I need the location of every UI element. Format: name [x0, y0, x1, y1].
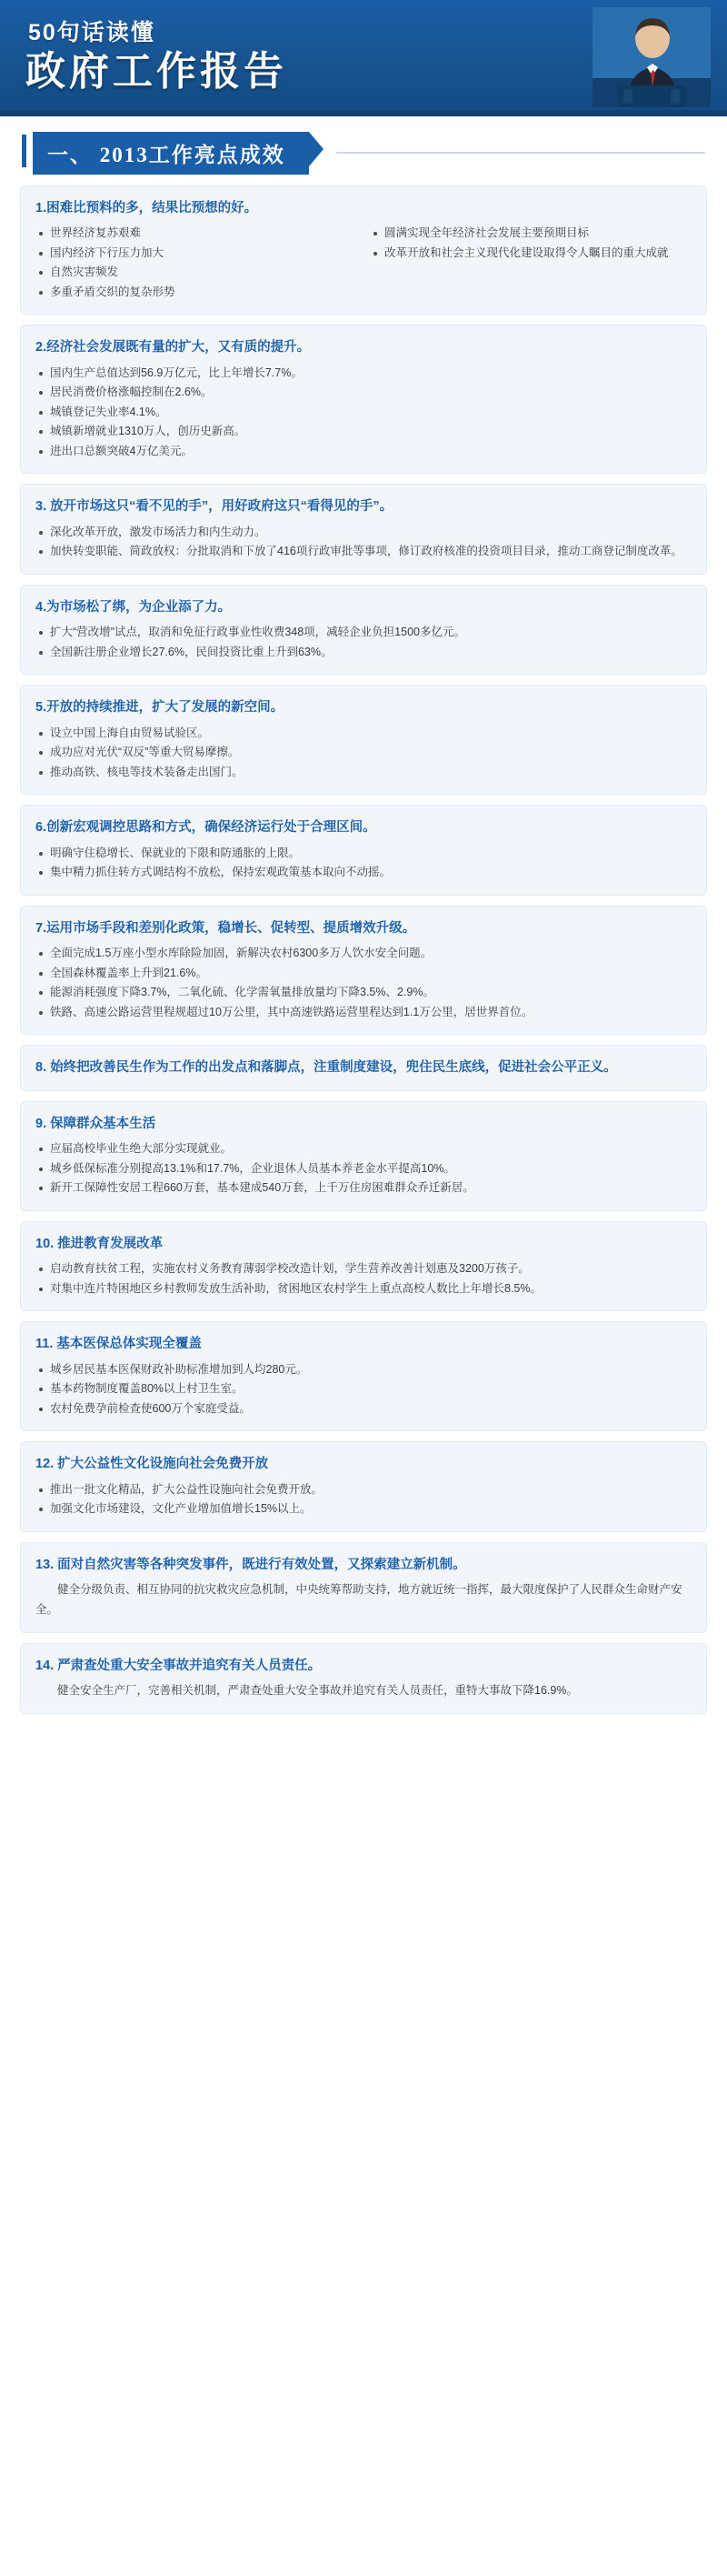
content-card [20, 1441, 707, 1531]
list-item: 世界经济复苏艰难 [35, 224, 357, 244]
content-card [20, 585, 707, 675]
section-title-bar [0, 129, 727, 176]
card-bullet-list [35, 1480, 692, 1519]
card-title: 3. 放开市场这只“看不见的手”，用好政府这只“看得见的手”。 [35, 499, 393, 515]
list-item: 新开工保障性安居工程660万套，基本建成540万套，上千万住房困难群众乔迁新居。 [35, 1178, 692, 1198]
list-item: 农村免费孕前检查使600万个家庭受益。 [35, 1399, 692, 1419]
card-title: 8. 始终把改善民生作为工作的出发点和落脚点，注重制度建设，兜住民生底线，促进社会公平正义。 [35, 1060, 617, 1076]
list-item: 圆满实现全年经济社会发展主要预期目标 [370, 224, 692, 244]
list-item: 启动教育扶贫工程，实施农村义务教育薄弱学校改造计划，学生营养改善计划惠及3200万孩子。 [35, 1259, 692, 1279]
list-item: 集中精力抓住转方式调结构不放松，保持宏观政策基本取向不动摇。 [35, 863, 692, 883]
list-item: 自然灾害频发 [35, 263, 357, 283]
content-card [20, 1221, 707, 1311]
content-card [20, 325, 707, 474]
list-item: 设立中国上海自由贸易试验区。 [35, 724, 692, 744]
list-item: 居民消费价格涨幅控制在2.6%。 [35, 383, 692, 403]
section-accent-bar [22, 135, 26, 167]
content-card [20, 1321, 707, 1431]
list-item: 国内经济下行压力加大 [35, 244, 357, 264]
card-column-left [35, 224, 357, 302]
card-title: 14. 严肃查处重大安全事故并追究有关人员责任。 [35, 1658, 322, 1673]
content-card [20, 1045, 707, 1090]
list-item: 城乡居民基本医保财政补助标准增加到人均280元。 [35, 1360, 692, 1380]
list-item: 全国森林覆盖率上升到21.6%。 [35, 964, 692, 984]
card-title: 1.困难比预料的多，结果比预想的好。 [35, 201, 258, 216]
list-item: 深化改革开放，激发市场活力和内生动力。 [35, 523, 692, 543]
portrait-illustration [593, 7, 711, 107]
list-item: 全面完成1.5万座小型水库除险加固，新解决农村6300多万人饮水安全问题。 [35, 944, 692, 964]
card-title: 9. 保障群众基本生活 [35, 1116, 156, 1131]
card-paragraph: 健全分级负责、相互协同的抗灾救灾应急机制，中央统筹帮助支持，地方就近统一指挥，最大限度保护了人民群众生命财产安全。 [35, 1583, 682, 1616]
list-item: 加快转变职能、简政放权：分批取消和下放了416项行政审批等事项，修订政府核准的投资项目目录，推动工商登记制度改革。 [35, 542, 692, 562]
card-bullet-list-left [35, 224, 357, 302]
card-title: 11. 基本医保总体实现全覆盖 [35, 1337, 202, 1352]
page-title: 政府工作报告 [25, 49, 287, 94]
content-card [20, 1643, 707, 1714]
premier-photo [593, 7, 711, 107]
card-bullet-list [35, 844, 692, 883]
content-card [20, 685, 707, 795]
page-header [0, 0, 727, 116]
card-bullet-list [35, 1259, 692, 1298]
card-title: 7.运用市场手段和差别化政策，稳增长、促转型、提质增效升级。 [35, 920, 416, 936]
list-item: 推出一批文化精品，扩大公益性设施向社会免费开放。 [35, 1480, 692, 1500]
header-title-group [25, 15, 287, 93]
section-title: 一、 2013工作亮点成效 [33, 132, 309, 175]
card-bullet-list [35, 623, 692, 662]
card-title: 12. 扩大公益性文化设施向社会免费开放 [35, 1457, 269, 1472]
list-item: 成功应对光伏“双反”等重大贸易摩擦。 [35, 743, 692, 763]
card-bullet-list [35, 724, 692, 783]
list-item: 全国新注册企业增长27.6%，民间投资比重上升到63%。 [35, 643, 692, 663]
list-item: 改革开放和社会主义现代化建设取得令人瞩目的重大成就 [370, 244, 692, 264]
list-item: 城乡低保标准分别提高13.1%和17.7%，企业退休人员基本养老金水平提高10%。 [35, 1159, 692, 1179]
card-title: 10. 推进教育发展改革 [35, 1236, 164, 1251]
content-card [20, 1101, 707, 1211]
list-item: 基本药物制度覆盖80%以上村卫生室。 [35, 1379, 692, 1399]
content-card [20, 185, 707, 315]
card-two-column-body [35, 224, 692, 302]
card-title: 4.为市场松了绑，为企业添了力。 [35, 599, 232, 615]
content-card-list [0, 185, 727, 1748]
header-subtitle: 50句话读懂 [28, 20, 155, 45]
card-title: 2.经济社会发展既有量的扩大，又有质的提升。 [35, 340, 311, 356]
list-item: 扩大“营改增”试点，取消和免征行政事业性收费348项，减轻企业负担1500多亿元。 [35, 623, 692, 643]
list-item: 加强文化市场建设，文化产业增加值增长15%以上。 [35, 1499, 692, 1519]
section-divider-line [336, 152, 705, 154]
card-column-right [370, 224, 692, 302]
list-item: 应届高校毕业生绝大部分实现就业。 [35, 1139, 692, 1159]
card-title: 5.开放的持续推进，扩大了发展的新空间。 [35, 700, 284, 716]
content-card [20, 906, 707, 1035]
card-bullet-list [35, 1139, 692, 1198]
list-item: 城镇新增就业1310万人，创历史新高。 [35, 422, 692, 442]
content-card [20, 805, 707, 895]
list-item: 进出口总额突破4万亿美元。 [35, 442, 692, 462]
card-title: 6.创新宏观调控思路和方式，确保经济运行处于合理区间。 [35, 820, 376, 836]
card-bullet-list-right [370, 224, 692, 263]
card-bullet-list [35, 944, 692, 1022]
card-bullet-list [35, 1360, 692, 1419]
list-item: 对集中连片特困地区乡村教师发放生活补助，贫困地区农村学生上重点高校人数比上年增长8.5%。 [35, 1279, 692, 1299]
list-item: 城镇登记失业率4.1%。 [35, 403, 692, 423]
list-item: 多重矛盾交织的复杂形势 [35, 283, 357, 303]
card-bullet-list [35, 364, 692, 462]
content-card [20, 484, 707, 574]
card-paragraph: 健全安全生产厂，完善相关机制，严肃查处重大安全事故并追究有关人员责任，重特大事故下降16.9%。 [57, 1684, 578, 1698]
list-item: 国内生产总值达到56.9万亿元，比上年增长7.7%。 [35, 364, 692, 384]
card-bullet-list [35, 523, 692, 562]
list-item: 铁路、高速公路运营里程规超过10万公里，其中高速铁路运营里程达到1.1万公里，居世界首位。 [35, 1003, 692, 1023]
list-item: 能源消耗强度下降3.7%，二氧化硫、化学需氧量排放量均下降3.5%、2.9%。 [35, 983, 692, 1003]
list-item: 明确守住稳增长、保就业的下限和防通胀的上限。 [35, 844, 692, 864]
content-card [20, 1542, 707, 1633]
list-item: 推动高铁、核电等技术装备走出国门。 [35, 763, 692, 783]
card-title: 13. 面对自然灾害等各种突发事件，既进行有效处置，又探索建立新机制。 [35, 1557, 466, 1572]
